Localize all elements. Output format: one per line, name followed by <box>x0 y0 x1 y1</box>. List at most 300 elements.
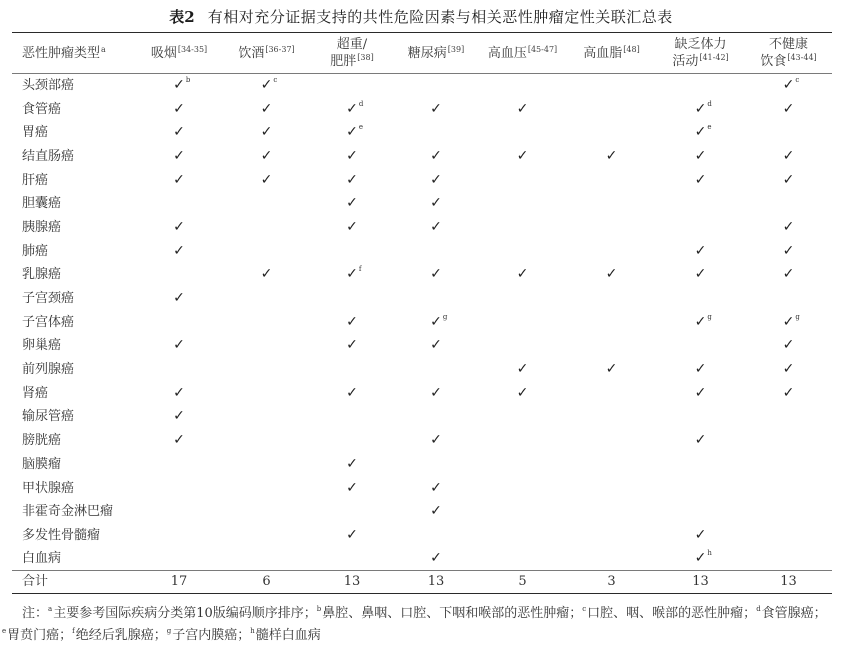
footnote-marker: b <box>316 605 322 613</box>
footnote-marker: f <box>358 265 362 274</box>
cell-diabetes <box>394 121 478 145</box>
cell-alcohol <box>223 216 310 240</box>
mark-wrap <box>173 385 185 402</box>
footnote-marker: d <box>358 99 364 108</box>
cell-diabetes <box>394 453 478 477</box>
check-icon: ✓ <box>260 77 273 94</box>
footnote-marker: e <box>358 123 364 132</box>
check-icon: ✓ <box>605 361 618 378</box>
mark-wrap <box>517 361 529 378</box>
cell-hypertension <box>478 405 567 429</box>
header-line <box>567 45 656 62</box>
table-row <box>12 121 832 145</box>
cell-hyperlipidemia <box>567 145 656 169</box>
cell-physical-inactivity <box>656 500 745 524</box>
cell-physical-inactivity <box>656 145 745 169</box>
cell-smoking <box>135 429 223 453</box>
check-icon: ✓ <box>430 503 442 520</box>
header-text: 肥胖 <box>330 54 357 69</box>
total-smoking: 17 <box>135 571 223 594</box>
cell-alcohol <box>223 263 310 287</box>
header-hyperlipidemia <box>567 33 656 74</box>
cell-hypertension <box>478 216 567 240</box>
cell-alcohol <box>223 334 310 358</box>
mark-wrap <box>694 123 712 141</box>
cell-overweight-obesity <box>310 216 394 240</box>
header-text: 吸烟 <box>150 45 177 61</box>
cell-unhealthy-diet <box>745 168 832 192</box>
mark-wrap <box>346 527 358 544</box>
table-row <box>12 547 832 571</box>
header-overweight-obesity <box>310 33 394 74</box>
mark-wrap <box>261 148 273 165</box>
mark-wrap <box>261 101 273 118</box>
cell-smoking <box>135 524 223 548</box>
mark-wrap <box>430 148 442 165</box>
mark-wrap <box>173 101 185 118</box>
check-icon: ✓ <box>782 171 795 188</box>
check-icon: ✓ <box>346 218 358 235</box>
cell-hypertension <box>478 524 567 548</box>
footnote-marker: e <box>2 627 7 635</box>
cell-smoking <box>135 192 223 216</box>
cell-hyperlipidemia <box>567 429 656 453</box>
cell-smoking <box>135 405 223 429</box>
mark-wrap <box>517 385 529 402</box>
cancer-type-name: 子宫颈癌 <box>22 291 75 307</box>
mark-wrap <box>694 549 712 567</box>
check-icon: ✓ <box>173 408 185 425</box>
cell-hyperlipidemia <box>567 192 656 216</box>
header-unhealthy-diet <box>745 33 832 74</box>
mark-wrap <box>173 76 191 94</box>
cell-physical-inactivity <box>656 334 745 358</box>
footnote-line <box>2 625 840 647</box>
cancer-type-name: 膀胱癌 <box>22 433 62 449</box>
cell-smoking <box>135 381 223 405</box>
header-line <box>310 36 394 53</box>
check-icon: ✓ <box>430 550 442 567</box>
cell-physical-inactivity <box>656 524 745 548</box>
check-icon: ✓ <box>173 124 185 141</box>
check-icon: ✓ <box>782 361 795 378</box>
cell-unhealthy-diet <box>745 121 832 145</box>
mark-wrap <box>430 337 442 354</box>
check-icon: ✓ <box>173 218 185 235</box>
cell-diabetes <box>394 239 478 263</box>
header-line <box>478 45 567 62</box>
check-icon: ✓ <box>694 266 707 283</box>
cell-hyperlipidemia <box>567 216 656 240</box>
mark-wrap <box>783 385 795 402</box>
cell-physical-inactivity <box>656 192 745 216</box>
cell-overweight-obesity <box>310 145 394 169</box>
cell-physical-inactivity <box>656 429 745 453</box>
cell-hypertension <box>478 547 567 571</box>
table-row <box>12 168 832 192</box>
mark-wrap <box>346 123 364 141</box>
cell-alcohol <box>223 524 310 548</box>
cell-hyperlipidemia <box>567 476 656 500</box>
check-icon: ✓ <box>173 100 185 117</box>
cancer-type-name: 非霍奇金淋巴瘤 <box>22 504 114 520</box>
cell-alcohol <box>223 239 310 263</box>
check-icon: ✓ <box>173 337 185 354</box>
footnote-marker: b <box>185 76 191 85</box>
check-icon: ✓ <box>173 77 185 94</box>
header-smoking <box>135 33 223 74</box>
check-icon: ✓ <box>694 242 707 259</box>
total-row <box>12 571 832 594</box>
header-line <box>394 45 478 62</box>
check-icon: ✓ <box>430 171 442 188</box>
total-diabetes: 13 <box>394 571 478 594</box>
mark-wrap <box>346 456 358 473</box>
cancer-type-name: 乳腺癌 <box>22 267 62 283</box>
mark-wrap <box>173 219 185 236</box>
header-cancer-type <box>12 33 135 74</box>
cell-smoking <box>135 263 223 287</box>
footnote-text: 食管腺癌； <box>761 606 827 621</box>
cell-hyperlipidemia <box>567 287 656 311</box>
cell-physical-inactivity <box>656 358 745 382</box>
cell-physical-inactivity <box>656 547 745 571</box>
mark-wrap <box>782 76 800 94</box>
table-row <box>12 192 832 216</box>
mark-wrap <box>346 337 358 354</box>
mark-wrap <box>346 148 358 165</box>
header-line <box>135 45 223 62</box>
mark-wrap <box>173 290 185 307</box>
cell-hypertension <box>478 192 567 216</box>
cell-hyperlipidemia <box>567 405 656 429</box>
table-row <box>12 358 832 382</box>
cell-overweight-obesity <box>310 97 394 121</box>
footnote-marker: d <box>756 605 761 613</box>
check-icon: ✓ <box>782 242 795 259</box>
mark-wrap <box>430 312 448 331</box>
table-row <box>12 381 832 405</box>
header-text: 饮酒 <box>238 45 265 61</box>
cell-unhealthy-diet <box>745 263 832 287</box>
mark-wrap <box>173 432 185 449</box>
total-hyperlipidemia: 3 <box>567 571 656 594</box>
cancer-type-name: 输尿管癌 <box>22 409 75 425</box>
mark-wrap <box>346 195 358 212</box>
check-icon: ✓ <box>430 313 442 330</box>
header-text: 恶性肿瘤类型 <box>22 45 101 61</box>
cell-overweight-obesity <box>310 381 394 405</box>
mark-wrap <box>173 124 185 141</box>
mark-wrap <box>783 243 795 260</box>
cell-smoking <box>135 216 223 240</box>
cell-physical-inactivity <box>656 405 745 429</box>
cell-alcohol <box>223 476 310 500</box>
table-row <box>12 287 832 311</box>
cell-hypertension <box>478 97 567 121</box>
footnote-text: 主要参考国际疾病分类第10版编码顺序排序； <box>53 606 317 621</box>
cell-diabetes <box>394 145 478 169</box>
cell-hypertension <box>478 74 567 98</box>
cell-physical-inactivity <box>656 310 745 334</box>
check-icon: ✓ <box>260 171 273 188</box>
cell-unhealthy-diet <box>745 524 832 548</box>
cell-unhealthy-diet <box>745 405 832 429</box>
header-line <box>310 53 394 70</box>
cell-hypertension <box>478 453 567 477</box>
check-icon: ✓ <box>605 266 618 283</box>
cell-unhealthy-diet <box>745 74 832 98</box>
cell-smoking <box>135 145 223 169</box>
check-icon: ✓ <box>430 147 442 164</box>
footnote-marker: g <box>442 312 448 321</box>
check-icon: ✓ <box>430 218 442 235</box>
cell-hyperlipidemia <box>567 358 656 382</box>
header-text: 高血压 <box>487 45 527 61</box>
check-icon: ✓ <box>260 124 273 141</box>
cell-hypertension <box>478 500 567 524</box>
mark-wrap <box>346 480 358 497</box>
cell-alcohol <box>223 74 310 98</box>
mark-wrap <box>173 172 185 189</box>
mark-wrap <box>695 385 707 402</box>
cell-overweight-obesity <box>310 310 394 334</box>
cell-overweight-obesity <box>310 168 394 192</box>
mark-wrap <box>430 101 442 118</box>
table-header <box>12 33 832 74</box>
table-row <box>12 500 832 524</box>
check-icon: ✓ <box>694 147 707 164</box>
check-icon: ✓ <box>782 313 795 330</box>
cancer-type-name: 肺癌 <box>22 243 49 259</box>
cell-smoking <box>135 168 223 192</box>
mark-wrap <box>260 76 278 94</box>
cell-hypertension <box>478 287 567 311</box>
check-icon: ✓ <box>782 384 795 401</box>
cell-overweight-obesity <box>310 476 394 500</box>
check-icon: ✓ <box>694 526 707 543</box>
table-row <box>12 263 832 287</box>
reference-marker: [38] <box>357 53 374 62</box>
footnote-text: 子宫内膜癌； <box>172 628 251 643</box>
cell-unhealthy-diet <box>745 192 832 216</box>
cell-alcohol <box>223 547 310 571</box>
total-overweight-obesity: 13 <box>310 571 394 594</box>
cell-diabetes <box>394 97 478 121</box>
table-row <box>12 453 832 477</box>
table-row <box>12 216 832 240</box>
footnote-marker: c <box>582 605 587 613</box>
footnote-line <box>2 603 840 625</box>
check-icon: ✓ <box>430 432 442 449</box>
cell-unhealthy-diet <box>745 429 832 453</box>
cell-smoking <box>135 476 223 500</box>
cell-hyperlipidemia <box>567 310 656 334</box>
footnote-marker: h <box>707 549 712 558</box>
cell-hyperlipidemia <box>567 97 656 121</box>
header-line <box>745 53 832 70</box>
cancer-type-name: 白血病 <box>22 551 62 567</box>
check-icon: ✓ <box>694 100 707 117</box>
cell-hyperlipidemia <box>567 168 656 192</box>
footnote-marker: h <box>250 627 255 635</box>
check-icon: ✓ <box>430 100 442 117</box>
mark-wrap <box>783 266 795 283</box>
cell-smoking <box>135 287 223 311</box>
header-text: 缺乏体力 <box>674 37 727 52</box>
check-icon: ✓ <box>173 384 185 401</box>
mark-wrap <box>783 337 795 354</box>
table-row <box>12 476 832 500</box>
check-icon: ✓ <box>173 432 185 449</box>
mark-wrap <box>261 266 273 283</box>
cell-alcohol <box>223 310 310 334</box>
check-icon: ✓ <box>782 147 795 164</box>
cell-hypertension <box>478 334 567 358</box>
cancer-type-name: 脑膜瘤 <box>22 456 62 472</box>
check-icon: ✓ <box>694 384 707 401</box>
cell-smoking <box>135 500 223 524</box>
check-icon: ✓ <box>694 432 707 449</box>
cell-diabetes <box>394 334 478 358</box>
cancer-type-name: 结直肠癌 <box>22 148 75 164</box>
cancer-type-name: 子宫体癌 <box>22 314 75 330</box>
cell-alcohol <box>223 381 310 405</box>
cancer-type-name: 肾癌 <box>22 385 49 401</box>
cell-hyperlipidemia <box>567 381 656 405</box>
check-icon: ✓ <box>516 266 529 283</box>
check-icon: ✓ <box>782 77 795 94</box>
footnote-marker: d <box>707 99 712 108</box>
mark-wrap <box>783 101 795 118</box>
cell-hypertension <box>478 121 567 145</box>
cell-smoking <box>135 74 223 98</box>
cell-physical-inactivity <box>656 476 745 500</box>
mark-wrap <box>430 480 442 497</box>
cell-hypertension <box>478 381 567 405</box>
cell-smoking <box>135 97 223 121</box>
check-icon: ✓ <box>173 147 185 164</box>
reference-marker: [39] <box>447 44 465 54</box>
check-icon: ✓ <box>173 290 185 307</box>
cell-unhealthy-diet <box>745 310 832 334</box>
mark-wrap <box>430 503 442 520</box>
table-number: 表2 <box>169 8 195 26</box>
check-icon: ✓ <box>430 266 442 283</box>
check-icon: ✓ <box>346 171 358 188</box>
cell-diabetes <box>394 263 478 287</box>
check-icon: ✓ <box>346 313 358 330</box>
mark-wrap <box>783 172 795 189</box>
table-row <box>12 310 832 334</box>
mark-wrap <box>173 408 185 425</box>
cancer-type-name: 前列腺癌 <box>22 362 75 378</box>
mark-wrap <box>173 337 185 354</box>
cancer-type-name: 卵巢癌 <box>22 338 62 354</box>
cell-overweight-obesity <box>310 358 394 382</box>
check-icon: ✓ <box>260 147 273 164</box>
cancer-type-name: 食管癌 <box>22 101 62 117</box>
cell-unhealthy-diet <box>745 547 832 571</box>
check-icon: ✓ <box>516 147 529 164</box>
cancer-type-name: 肝癌 <box>22 172 49 188</box>
mark-wrap <box>694 99 712 118</box>
check-icon: ✓ <box>173 242 185 259</box>
footnote-marker: a <box>48 605 53 613</box>
table-body <box>12 74 832 571</box>
check-icon: ✓ <box>694 550 707 567</box>
mark-wrap <box>517 101 529 118</box>
check-icon: ✓ <box>782 100 795 117</box>
cell-unhealthy-diet <box>745 358 832 382</box>
cell-diabetes <box>394 168 478 192</box>
cell-overweight-obesity <box>310 192 394 216</box>
header-text: 糖尿病 <box>407 45 447 61</box>
cell-overweight-obesity <box>310 121 394 145</box>
cell-smoking <box>135 547 223 571</box>
check-icon: ✓ <box>516 384 529 401</box>
footnote-marker: g <box>795 312 800 321</box>
cell-diabetes <box>394 216 478 240</box>
check-icon: ✓ <box>430 479 442 496</box>
check-icon: ✓ <box>782 218 795 235</box>
mark-wrap <box>783 361 795 378</box>
cell-overweight-obesity <box>310 405 394 429</box>
reference-marker: [48] <box>623 44 640 54</box>
table-footer <box>12 571 832 594</box>
cell-unhealthy-diet <box>745 145 832 169</box>
mark-wrap <box>346 385 358 402</box>
mark-wrap <box>695 243 707 260</box>
header-line <box>656 53 745 70</box>
header-diabetes <box>394 33 478 74</box>
cell-hyperlipidemia <box>567 334 656 358</box>
check-icon: ✓ <box>430 195 442 212</box>
mark-wrap <box>782 312 800 331</box>
table-row <box>12 524 832 548</box>
cell-physical-inactivity <box>656 263 745 287</box>
reference-marker: [34-35] <box>177 44 208 54</box>
cancer-type-name: 胆囊癌 <box>22 196 62 212</box>
cell-diabetes <box>394 429 478 453</box>
mark-wrap <box>346 99 364 118</box>
cell-hyperlipidemia <box>567 263 656 287</box>
footnote-marker: a <box>101 44 106 54</box>
cell-unhealthy-diet <box>745 97 832 121</box>
footnote-text: 髓样白血病 <box>255 628 321 643</box>
mark-wrap <box>430 219 442 236</box>
check-icon: ✓ <box>430 384 442 401</box>
cancer-type-name: 胃癌 <box>22 125 49 141</box>
cell-hypertension <box>478 145 567 169</box>
header-text: 高血脂 <box>583 45 623 61</box>
cell-unhealthy-diet <box>745 500 832 524</box>
mark-wrap <box>606 148 618 165</box>
cell-overweight-obesity <box>310 429 394 453</box>
cell-alcohol <box>223 429 310 453</box>
cell-unhealthy-diet <box>745 334 832 358</box>
check-icon: ✓ <box>346 384 358 401</box>
footnote-text: 绝经后乳腺癌； <box>75 628 167 643</box>
cell-diabetes <box>394 192 478 216</box>
mark-wrap <box>430 432 442 449</box>
cell-hyperlipidemia <box>567 547 656 571</box>
check-icon: ✓ <box>346 455 358 472</box>
cell-unhealthy-diet <box>745 476 832 500</box>
check-icon: ✓ <box>346 147 358 164</box>
mark-wrap <box>173 243 185 260</box>
cell-alcohol <box>223 287 310 311</box>
